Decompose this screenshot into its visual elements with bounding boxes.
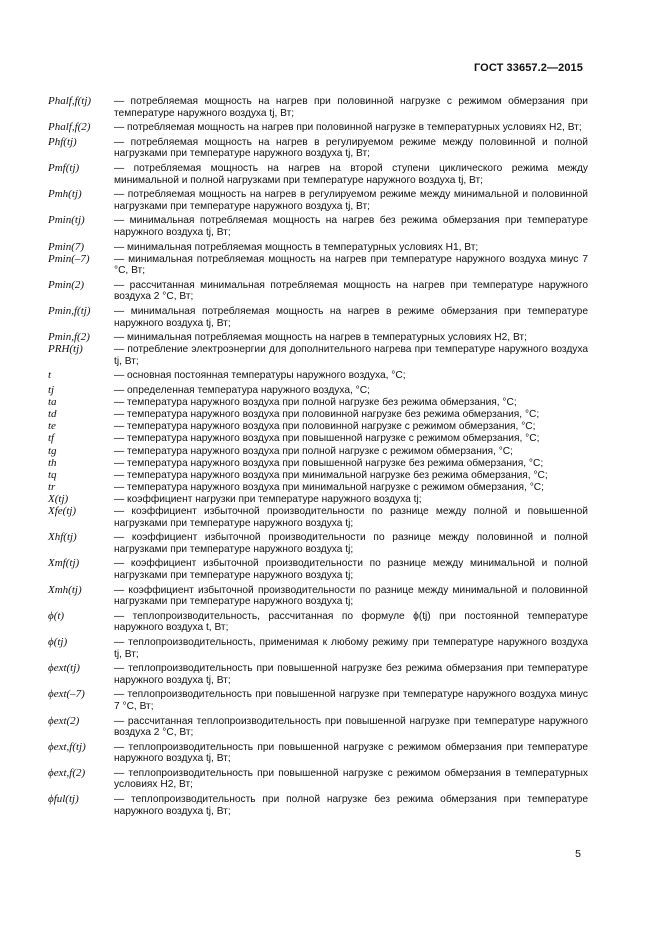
definition-row [48, 689, 588, 712]
definition-row [48, 385, 588, 397]
definition-row [48, 163, 588, 186]
definition-text: — температура наружного воздуха при полной нагрузке с режимом обмерзания, °С; [114, 445, 513, 457]
definition-symbol: Xmh(tj) [48, 583, 82, 596]
definition-row [48, 585, 588, 608]
definition-text: — теплопроизводительность при полной нагрузке без режима обмерзания при температуре наружного воздуха tj, Вт; [114, 794, 588, 817]
definition-row [48, 794, 588, 817]
definition-row [48, 494, 588, 506]
definition-text: — потребление электроэнергии для дополнительного нагрева при температуре наружного воздуха tj, Вт; [114, 344, 588, 367]
definition-text: — теплопроизводительность при повышенной нагрузке без режима обмерзания при температуре наружного воздуха tj, Вт; [114, 663, 588, 686]
definition-text: — теплопроизводительность при повышенной нагрузке при температуре наружного воздуха минус 7 °С, Вт; [114, 689, 588, 712]
definition-text: — минимальная потребляемая мощность на нагрев при температуре наружного воздуха минус 7 °С, Вт; [114, 253, 588, 277]
definition-symbol: t [48, 369, 52, 382]
definition-row [48, 306, 588, 329]
definition-text: — коэффициент избыточной производительности по разнице между минимальной и полной нагрузками при температуре наружного воздуха tj; [114, 558, 588, 581]
definition-symbol: tr [48, 480, 56, 493]
definition-symbol: ϕext(tj) [48, 662, 80, 675]
definition-text: — потребляемая мощность на нагрев при половинной нагрузке в температурных условиях Н2, Вт; [114, 122, 582, 134]
definition-symbol: ϕ(tj) [48, 635, 68, 648]
definition-row [48, 742, 588, 765]
definition-symbol: Pmin,f(tj) [48, 305, 91, 317]
definition-row [48, 397, 588, 409]
definition-symbol: Xfe(tj) [48, 505, 77, 517]
definitions-list [48, 96, 588, 820]
definition-text: — температура наружного воздуха при повышенной нагрузке с режимом обмерзания, °С; [114, 433, 540, 445]
document-standard-id: ГОСТ 33657.2—2015 [473, 62, 583, 74]
definition-row [48, 458, 588, 470]
definition-row [48, 532, 588, 555]
definition-row [48, 370, 588, 382]
definition-text: — потребляемая мощность на нагрев при половинной нагрузке с режимом обмерзания при температуре наружного воздуха tj, Вт; [114, 96, 588, 119]
definition-row [48, 409, 588, 421]
definition-text: — основная постоянная температуры наружного воздуха, °С; [114, 370, 406, 382]
definition-text: — теплопроизводительность при повышенной нагрузке с режимом обмерзания в температурных условиях Н2, Вт; [114, 767, 588, 791]
definition-row [48, 663, 588, 686]
definition-text: — потребляемая мощность на нагрев в регулируемом режиме между минимальной и половинной нагрузками при температуре наружного воздуха tj, Вт; [114, 189, 588, 212]
definition-symbol: ta [48, 396, 57, 409]
definition-text: — температура наружного воздуха при минимальной нагрузке без режима обмерзания, °С; [114, 469, 548, 481]
definition-row [48, 96, 588, 119]
definition-text: — коэффициент избыточной производительности по разнице между минимальной и половинной нагрузками при температуре наружного воздуха tj; [114, 584, 588, 608]
definition-text: — температура наружного воздуха при половинной нагрузке без режима обмерзания, °С; [114, 409, 540, 421]
definition-symbol: Pmf(tj) [48, 161, 80, 174]
definition-symbol: tq [48, 468, 57, 481]
definition-row [48, 506, 588, 529]
definition-symbol: ϕext(2) [48, 714, 80, 727]
definition-text: — коэффициент избыточной производительности по разнице между половинной и полной нагрузками при температуре наружного воздуха tj; [114, 532, 588, 555]
definition-symbol: tf [48, 432, 55, 445]
definition-text: — потребляемая мощность на нагрев на второй ступени циклического режима между минимальной и полной нагрузками при температуре наружного воздуха tj, Вт; [114, 162, 588, 186]
definition-text: — минимальная потребляемая мощность на нагрев в режиме обмерзания при температуре наружного воздуха tj, Вт; [114, 306, 588, 329]
definition-symbol: tj [48, 384, 55, 397]
definition-text: — рассчитанная теплопроизводительность при повышенной нагрузке при температуре наружного воздуха 2 °С, Вт; [114, 715, 588, 739]
definition-row [48, 433, 588, 445]
page-number: 5 [575, 848, 581, 860]
definition-text: — минимальная потребляемая мощность на нагрев в температурных условиях Н2, Вт; [114, 332, 527, 344]
definition-symbol: Pmin,f(2) [48, 331, 90, 344]
definition-symbol: Pmin(tj) [48, 214, 85, 227]
definition-row [48, 344, 588, 367]
definition-row [48, 558, 588, 581]
definition-row [48, 254, 588, 277]
definition-row [48, 470, 588, 482]
definition-row [48, 137, 588, 160]
definition-symbol: Xmf(tj) [48, 557, 80, 570]
definition-symbol: ϕ(t) [48, 609, 65, 622]
definition-symbol: Pmin(2) [48, 278, 85, 291]
definition-row [48, 716, 588, 739]
definition-row [48, 421, 588, 433]
definition-row [48, 280, 588, 303]
definition-symbol: td [48, 408, 57, 421]
definition-text: — коэффициент нагрузки при температуре наружного воздуха tj; [114, 493, 422, 505]
definition-row [48, 768, 588, 791]
definition-symbol: ϕful(tj) [48, 793, 79, 806]
definition-symbol: Xhf(tj) [48, 531, 77, 544]
definition-symbol: ϕext,f(tj) [48, 740, 86, 753]
definition-symbol: Pmh(tj) [48, 188, 82, 201]
definition-symbol: th [48, 456, 57, 469]
definition-text: — определенная температура наружного воздуха, °С; [114, 385, 370, 397]
definition-text: — рассчитанная минимальная потребляемая мощность на нагрев при температуре наружного воздуха 2 °С, Вт; [114, 279, 588, 303]
definition-row [48, 189, 588, 212]
definition-symbol: X(tj) [48, 492, 69, 505]
definition-row [48, 637, 588, 660]
definition-symbol: Phf(tj) [48, 135, 77, 148]
definition-text: — минимальная потребляемая мощность на нагрев без режима обмерзания при температуре наружного воздуха tj, Вт; [114, 215, 588, 238]
definition-text: — теплопроизводительность, рассчитанная по формуле ϕ(tj) при постоянной температуре наружного воздуха t, Вт; [114, 610, 588, 634]
definition-text: — теплопроизводительность при повышенной нагрузке с режимом обмерзания при температуре наружного воздуха tj, Вт; [114, 741, 588, 765]
definition-row [48, 215, 588, 238]
definition-symbol: tg [48, 444, 57, 457]
definition-symbol: Pmin(–7) [48, 252, 90, 265]
definition-symbol: Phalf,f(tj) [48, 95, 92, 107]
definition-row [48, 611, 588, 634]
definition-row [48, 122, 588, 134]
definition-text: — температура наружного воздуха при полной нагрузке без режима обмерзания, °С; [114, 397, 517, 409]
definition-symbol: te [48, 420, 56, 433]
definition-row [48, 446, 588, 458]
definition-text: — потребляемая мощность на нагрев в регулируемом режиме между половинной и полной нагрузками при температуре наружного воздуха tj, Вт; [114, 136, 588, 160]
definition-text: — температура наружного воздуха при половинной нагрузке с режимом обмерзания, °С; [114, 421, 536, 433]
definition-symbol: Phalf,f(2) [48, 121, 91, 134]
definition-text: — теплопроизводительность, применимая к любому режиму при температуре наружного воздуха tj, Вт; [114, 636, 588, 660]
definition-row [48, 332, 588, 344]
definition-symbol: ϕext,f(2) [48, 766, 86, 779]
definition-text: — температура наружного воздуха при минимальной нагрузке с режимом обмерзания, °С; [114, 481, 544, 493]
definition-text: — минимальная потребляемая мощность в температурных условиях Н1, Вт; [114, 241, 479, 253]
definition-row [48, 242, 588, 254]
definition-symbol: PRH(tj) [48, 343, 83, 356]
definition-symbol: Pmin(7) [48, 240, 85, 253]
definition-text: — коэффициент избыточной производительности по разнице между полной и повышенной нагрузками при температуре наружного воздуха tj; [114, 506, 588, 529]
definition-symbol: ϕext(–7) [48, 688, 85, 701]
definition-text: — температура наружного воздуха при повышенной нагрузке без режима обмерзания, °С; [114, 457, 544, 469]
definition-row [48, 482, 588, 494]
